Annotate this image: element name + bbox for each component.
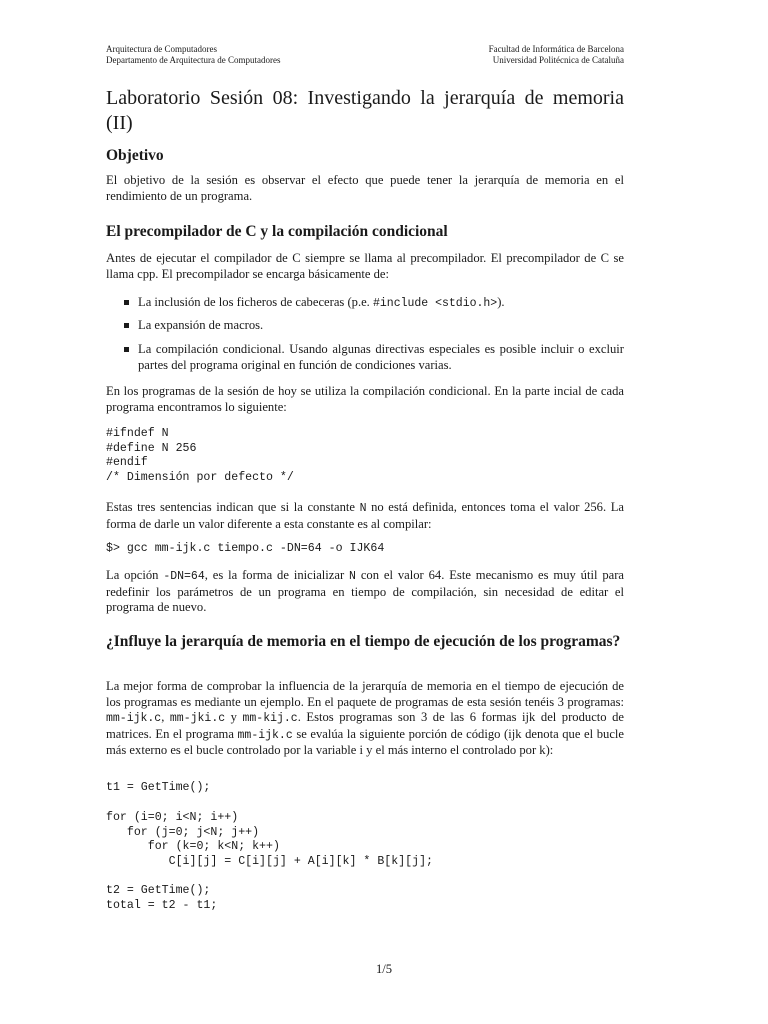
para-text: y [225,710,243,724]
header-course: Arquitectura de Computadores [106,44,217,54]
para-text: Estas tres sentencias indican que si la constante [106,500,360,514]
bullet-item [126,318,624,334]
heading-influye: ¿Influye la jerarquía de memoria en el tiempo de ejecución de los programas? [106,633,621,650]
heading-precompilador: El precompilador de C y la compilación condicional [106,223,448,240]
code-block-gettime-end: t2 = GetTime(); total = t2 - t1; [106,884,218,912]
influye-paragraph [106,679,624,759]
precompilador-para4 [106,568,624,616]
para-text: La mejor forma de comprobar la influencia de la jerarquía de memoria en el tiempo de ejecución de los programas es mediante un ejemplo. En el paquete de programas de esta sesión tenéis 3 programas: [106,679,624,709]
bullet-text: La compilación condicional. Usando algunas directivas especiales es posible incluir o excluir partes del programa original en función de condiciones varias. [138,342,624,372]
para-text: , es la forma de inicializar [204,568,350,582]
para-text: se evalúa la siguiente porción de código (ijk denota que el bucle más externo es el bucle controlado por la variable i y el más interno el controlado por k): [106,726,624,757]
inline-code: N [349,570,356,583]
objetivo-text: El objetivo de la sesión es observar el efecto que puede tener la jerarquía de memoria en el rendimiento de un programa. [106,173,624,203]
header-left [106,44,280,66]
para-text: La opción [106,568,164,582]
code-block-loops: for (i=0; i<N; i++) for (j=0; j<N; j++) for (k=0; k<N; k++) C[i][j] = C[i][j] + A[i][k] * B[k][j]; [106,811,433,868]
bullet-square-icon [124,347,129,352]
bullet-text-end: ). [497,295,505,309]
inline-code: mm-ijk.c [237,728,293,742]
precompilador-para3 [106,500,624,532]
bullet-square-icon [124,323,129,328]
para-text: , [161,710,170,724]
document-title: Laboratorio Sesión 08: Investigando la jerarquía de memoria (II) [106,87,624,134]
para-text: con el valor 64. Este mecanismo es muy útil para redefinir los parámetros de un programa en tiempo de compilación, sin necesidad de editar el programa de nuevo. [106,568,625,614]
bullet-text: La expansión de macros. [138,318,264,332]
inline-code: mm-ijk.c [106,712,162,725]
precompilador-intro: Antes de ejecutar el compilador de C siempre se llama al precompilador. El precompilador de C se llama cpp. El precompilador se encarga básicamente de: [106,251,624,281]
inline-code: -DN=64 [163,570,205,583]
code-block-ifndef: #ifndef N #define N 256 #endif /* Dimensión por defecto */ [106,427,294,484]
header-right [489,44,624,66]
heading-objetivo: Objetivo [106,147,164,164]
header-faculty: Facultad de Informática de Barcelona [488,44,624,54]
code-block-gettime-start: t1 = GetTime(); [106,781,211,794]
bullet-code: #include <stdio.h> [372,297,498,310]
inline-code: mm-jki.c [169,712,226,725]
para-text: . Estos programas son 3 de las 6 formas ijk del producto de matrices. En el programa [106,710,625,741]
inline-code: N [359,502,367,515]
para-text: no está definida, entonces toma el valor 256. La forma de darle un valor diferente a esta constante es al compilar: [106,500,624,531]
bullet-square-icon [124,300,129,305]
page-number: 1/5 [375,962,393,976]
bullet-item [126,342,624,373]
code-block-gcc: $> gcc mm-ijk.c tiempo.c -DN=64 -o IJK64 [106,542,385,555]
header-department: Departamento de Arquitectura de Computadores [106,55,281,65]
precompilador-para2: En los programas de la sesión de hoy se utiliza la compilación condicional. En la parte incial de cada programa encontramos lo siguiente: [106,384,624,414]
bullet-item [126,295,624,312]
inline-code: mm-kij.c [242,712,298,725]
header-university: Universidad Politécnica de Cataluña [492,55,624,65]
bullet-text: La inclusión de los ficheros de cabeceras (p.e. [138,295,373,309]
